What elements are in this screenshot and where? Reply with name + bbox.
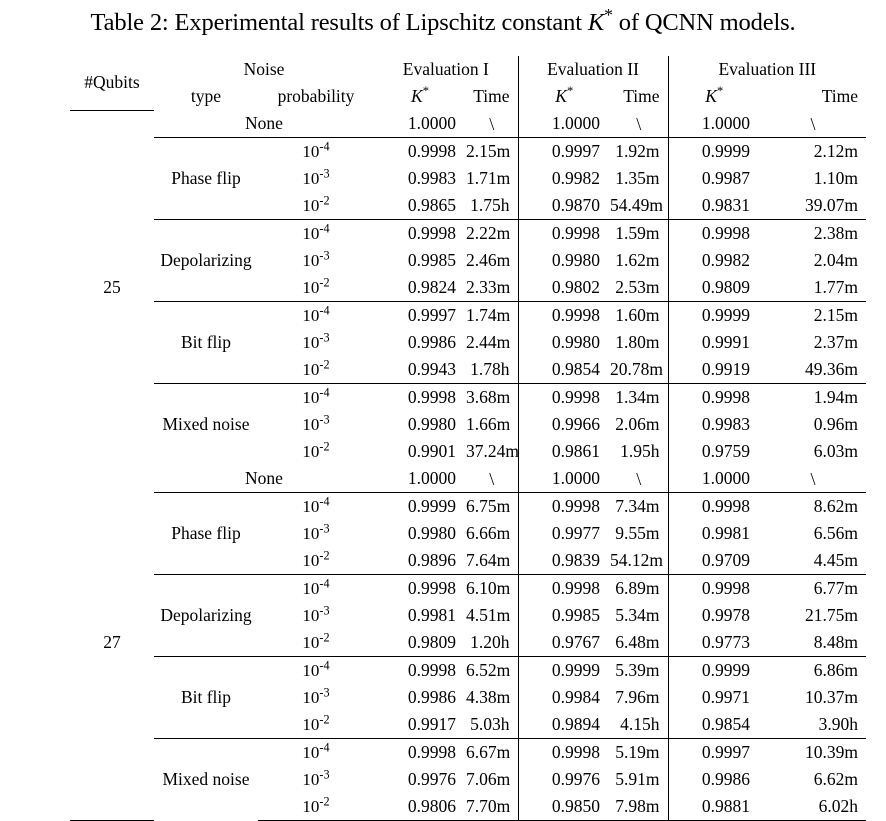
- table-row: [70, 220, 866, 248]
- time-value-eval2: 2.06m: [615, 413, 660, 434]
- header-time-2: Time: [623, 85, 660, 106]
- k-value-eval3: 0.9759: [668, 438, 760, 465]
- k-value-eval2: 0.9966: [518, 411, 610, 438]
- k-value-eval1: 0.9998: [374, 657, 466, 685]
- probability-cell: $10^{-2}$: [302, 439, 330, 461]
- k-value-eval2: 0.9998: [518, 220, 610, 248]
- probability-cell: $10^{-2}$: [302, 630, 330, 652]
- k-value-eval3: 0.9919: [668, 356, 760, 384]
- time-value-eval2: 1.92m: [610, 138, 668, 166]
- table-row: [70, 138, 866, 166]
- noise-none-label: None: [245, 112, 283, 133]
- time-value-eval3: \: [810, 113, 816, 134]
- header-time-3: Time: [821, 85, 859, 106]
- k-value-eval3: 1.0000: [668, 465, 760, 493]
- k-value-eval3: 0.9971: [668, 684, 760, 711]
- noise-type-cell: Depolarizing: [154, 220, 258, 302]
- caption-math-symbol: K*: [587, 4, 613, 36]
- header-row-sub: [70, 83, 866, 110]
- k-value-eval1: 0.9943: [407, 358, 457, 379]
- k-value-eval1: 0.9980: [407, 413, 457, 434]
- k-value-eval1: 0.9999: [374, 493, 466, 521]
- table-row-none: [70, 465, 866, 493]
- time-value-eval1: 6.75m: [466, 493, 518, 521]
- time-value-eval3: 10.37m: [805, 686, 859, 707]
- k-value-eval2: 0.9997: [518, 138, 610, 166]
- probability-cell: $10^{-3}$: [302, 603, 330, 625]
- time-value-eval1: 1.20h: [470, 631, 510, 652]
- k-value-eval1: 1.0000: [407, 467, 457, 488]
- time-value-eval2: 5.34m: [615, 604, 660, 625]
- time-value-eval1: 6.52m: [466, 657, 518, 685]
- noise-type-cell: Depolarizing: [154, 575, 258, 657]
- time-value-eval3: 6.03m: [813, 440, 859, 461]
- probability-cell: $10^{-4}$: [258, 220, 374, 248]
- probability-cell: $10^{-3}$: [302, 248, 330, 270]
- time-value-eval2: 6.48m: [615, 631, 660, 652]
- qubits-cell: 27: [70, 465, 154, 821]
- k-value-eval1: 0.9809: [407, 631, 457, 652]
- time-value-eval2: 2.53m: [615, 276, 660, 297]
- k-value-eval1: 0.9980: [407, 522, 457, 543]
- k-value-eval3: 0.9997: [668, 739, 760, 767]
- k-value-eval1: 1.0000: [407, 112, 457, 133]
- time-value-eval2: 1.35m: [615, 167, 660, 188]
- time-value-eval3: 1.77m: [813, 276, 859, 297]
- time-value-eval3: 6.77m: [760, 575, 866, 603]
- k-value-eval2: 0.9985: [518, 602, 610, 629]
- header-noise-probability: probability: [277, 85, 355, 106]
- k-value-eval2: 0.9767: [518, 629, 610, 657]
- time-value-eval3: 1.10m: [813, 167, 859, 188]
- k-value-eval1: 0.9865: [407, 194, 457, 215]
- results-table: [70, 56, 866, 821]
- time-value-eval3: 6.56m: [813, 522, 859, 543]
- k-value-eval2: 0.9998: [518, 384, 610, 412]
- k-value-eval3: 0.9773: [668, 629, 760, 657]
- k-value-eval3: 0.9998: [668, 220, 760, 248]
- k-value-eval1: 0.9917: [407, 713, 457, 734]
- time-value-eval2: 7.34m: [610, 493, 668, 521]
- time-value-eval3: 4.45m: [813, 549, 859, 570]
- k-value-eval3: 0.9998: [668, 384, 760, 412]
- probability-cell: $10^{-2}$: [302, 193, 330, 215]
- time-value-eval1: \: [489, 113, 495, 134]
- probability-cell: $10^{-3}$: [302, 767, 330, 789]
- k-value-eval2: 0.9998: [518, 575, 610, 603]
- header-noise-group: Noise: [243, 58, 285, 79]
- time-value-eval2: 7.96m: [615, 686, 660, 707]
- caption-suffix: of QCNN models.: [612, 9, 796, 36]
- time-value-eval3: 6.86m: [760, 657, 866, 685]
- k-value-eval3: 1.0000: [668, 110, 760, 138]
- time-value-eval1: 1.74m: [466, 302, 518, 330]
- k-value-eval2: 0.9894: [518, 711, 610, 739]
- k-value-eval3: 0.9987: [668, 165, 760, 192]
- table-body: [70, 110, 866, 821]
- header-qubits: #Qubits: [70, 56, 154, 110]
- k-value-eval2: 0.9976: [518, 766, 610, 793]
- k-value-eval2: 0.9839: [518, 547, 610, 575]
- probability-cell: $10^{-4}$: [258, 657, 374, 685]
- header-noise-type: type: [190, 85, 222, 106]
- k-value-eval3: 0.9831: [668, 192, 760, 220]
- k-value-eval2: 0.9984: [518, 684, 610, 711]
- time-value-eval2: 1.60m: [610, 302, 668, 330]
- header-evaluation-3: Evaluation III: [668, 56, 866, 83]
- k-value-eval3: 0.9998: [668, 575, 760, 603]
- probability-cell: $10^{-4}$: [258, 493, 374, 521]
- k-value-eval1: 0.9824: [407, 276, 457, 297]
- header-time-1: Time: [473, 85, 510, 106]
- k-value-eval2: 0.9850: [518, 793, 610, 821]
- probability-cell: $10^{-2}$: [258, 793, 374, 821]
- table-row: [70, 739, 866, 767]
- time-value-eval1: 7.06m: [466, 768, 511, 789]
- k-value-eval2: 1.0000: [518, 465, 610, 493]
- time-value-eval1: 1.66m: [466, 413, 511, 434]
- header-k-2: K*: [518, 83, 610, 110]
- time-value-eval1: 7.70m: [466, 793, 518, 821]
- time-value-eval2: \: [636, 468, 642, 489]
- probability-cell: $10^{-3}$: [302, 521, 330, 543]
- noise-type-cell: Phase flip: [154, 493, 258, 575]
- k-value-eval2: 0.9980: [518, 329, 610, 356]
- time-value-eval1: 4.38m: [466, 686, 511, 707]
- time-value-eval3: 6.02h: [760, 793, 866, 821]
- time-value-eval1: 2.33m: [466, 276, 511, 297]
- k-value-eval3: 0.9709: [668, 547, 760, 575]
- noise-type-cell: Mixed noise: [154, 739, 258, 821]
- time-value-eval1: 5.03h: [470, 713, 510, 734]
- time-value-eval1: 2.46m: [466, 249, 511, 270]
- time-value-eval1: 37.24m: [466, 440, 520, 461]
- k-value-eval3: 0.9983: [668, 411, 760, 438]
- table-row: [70, 384, 866, 412]
- time-value-eval2: 54.49m: [610, 194, 664, 215]
- table-row: [70, 657, 866, 685]
- table-head: [70, 56, 866, 110]
- k-value-eval3: 0.9854: [668, 711, 760, 739]
- probability-cell: $10^{-4}$: [258, 302, 374, 330]
- probability-cell: $10^{-2}$: [302, 548, 330, 570]
- noise-type-cell: Phase flip: [154, 138, 258, 220]
- time-value-eval2: 4.15h: [620, 713, 660, 734]
- k-value-eval2: 0.9982: [518, 165, 610, 192]
- time-value-eval3: 21.75m: [805, 604, 859, 625]
- k-value-eval2: 0.9980: [518, 247, 610, 274]
- k-value-eval3: 0.9999: [668, 657, 760, 685]
- k-value-eval1: 0.9981: [407, 604, 457, 625]
- time-value-eval3: 10.39m: [760, 739, 866, 767]
- time-value-eval2: 54.12m: [610, 549, 664, 570]
- time-value-eval2: 6.89m: [610, 575, 668, 603]
- k-value-eval2: 0.9998: [518, 493, 610, 521]
- k-value-eval3: 0.9981: [668, 520, 760, 547]
- time-value-eval3: 1.94m: [760, 384, 866, 412]
- time-value-eval3: 8.48m: [813, 631, 859, 652]
- time-value-eval2: 1.34m: [610, 384, 668, 412]
- table-row: [70, 575, 866, 603]
- qubits-cell: 25: [103, 277, 121, 297]
- header-row-top: [70, 56, 866, 83]
- k-value-eval2: 0.9999: [518, 657, 610, 685]
- k-value-eval3: 0.9998: [668, 493, 760, 521]
- k-value-eval3: 0.9881: [668, 793, 760, 821]
- k-value-eval1: 0.9998: [374, 384, 466, 412]
- time-value-eval2: 9.55m: [615, 522, 660, 543]
- k-value-eval1: 0.9998: [374, 220, 466, 248]
- time-value-eval1: 2.44m: [466, 331, 511, 352]
- time-value-eval1: 3.68m: [466, 384, 518, 412]
- time-value-eval3: 2.15m: [760, 302, 866, 330]
- probability-cell: $10^{-2}$: [302, 275, 330, 297]
- probability-cell: $10^{-3}$: [302, 166, 330, 188]
- time-value-eval2: 5.39m: [610, 657, 668, 685]
- noise-type-cell: Mixed noise: [154, 384, 258, 466]
- k-value-eval2: 1.0000: [518, 110, 610, 138]
- time-value-eval3: 39.07m: [805, 194, 859, 215]
- probability-cell: $10^{-4}$: [258, 138, 374, 166]
- k-value-eval1: 0.9983: [407, 167, 457, 188]
- k-value-eval2: 0.9861: [518, 438, 610, 465]
- time-value-eval2: 1.59m: [610, 220, 668, 248]
- time-value-eval1: \: [489, 468, 495, 489]
- time-value-eval3: 2.37m: [813, 331, 859, 352]
- k-value-eval2: 0.9802: [518, 274, 610, 302]
- probability-cell: $10^{-4}$: [258, 739, 374, 767]
- time-value-eval3: 0.96m: [813, 413, 859, 434]
- noise-type-cell: Bit flip: [154, 657, 258, 739]
- header-evaluation-2: Evaluation II: [518, 56, 668, 83]
- k-value-eval1: 0.9986: [407, 331, 457, 352]
- time-value-eval2: 1.62m: [615, 249, 660, 270]
- time-value-eval1: 6.66m: [466, 522, 511, 543]
- time-value-eval3: 6.62m: [813, 768, 859, 789]
- time-value-eval3: 2.04m: [813, 249, 859, 270]
- time-value-eval1: 6.67m: [466, 739, 518, 767]
- caption-prefix: Table 2: Experimental results of Lipschitz constant: [90, 9, 588, 36]
- k-value-eval3: 0.9982: [668, 247, 760, 274]
- k-value-eval1: 0.9896: [407, 549, 457, 570]
- time-value-eval1: 4.51m: [466, 604, 511, 625]
- probability-cell: $10^{-2}$: [302, 712, 330, 734]
- header-k-3: K*: [668, 83, 760, 110]
- k-value-eval1: 0.9998: [374, 739, 466, 767]
- k-value-eval2: 0.9977: [518, 520, 610, 547]
- k-value-eval1: 0.9976: [407, 768, 457, 789]
- k-value-eval2: 0.9870: [518, 192, 610, 220]
- time-value-eval3: 3.90h: [818, 713, 859, 734]
- k-value-eval3: 0.9809: [668, 274, 760, 302]
- probability-cell: $10^{-4}$: [258, 384, 374, 412]
- time-value-eval2: 5.19m: [610, 739, 668, 767]
- table-row-none: [70, 110, 866, 138]
- noise-none-label: None: [245, 467, 283, 488]
- k-value-eval1: 0.9998: [374, 138, 466, 166]
- table-row: [70, 493, 866, 521]
- time-value-eval1: 2.15m: [466, 138, 518, 166]
- time-value-eval1: 2.22m: [466, 220, 518, 248]
- noise-type-cell: Bit flip: [154, 302, 258, 384]
- time-value-eval3: 2.38m: [760, 220, 866, 248]
- time-value-eval2: 1.80m: [615, 331, 660, 352]
- k-value-eval3: 0.9978: [668, 602, 760, 629]
- k-value-eval1: 0.9997: [374, 302, 466, 330]
- time-value-eval1: 6.10m: [466, 575, 518, 603]
- time-value-eval1: 7.64m: [466, 549, 511, 570]
- table-caption: [0, 4, 886, 37]
- k-value-eval3: 0.9986: [668, 766, 760, 793]
- time-value-eval3: 8.62m: [760, 493, 866, 521]
- k-value-eval1: 0.9985: [407, 249, 457, 270]
- time-value-eval2: \: [636, 113, 642, 134]
- k-value-eval1: 0.9806: [374, 793, 466, 821]
- time-value-eval3: \: [810, 468, 816, 489]
- time-value-eval3: 49.36m: [805, 358, 859, 379]
- k-value-eval3: 0.9999: [668, 138, 760, 166]
- header-k-1: K*: [411, 83, 429, 106]
- k-value-eval1: 0.9986: [407, 686, 457, 707]
- k-value-eval1: 0.9901: [407, 440, 457, 461]
- k-value-eval2: 0.9998: [518, 302, 610, 330]
- probability-cell: $10^{-3}$: [302, 412, 330, 434]
- k-value-eval3: 0.9999: [668, 302, 760, 330]
- probability-cell: $10^{-3}$: [302, 685, 330, 707]
- probability-cell: $10^{-3}$: [302, 330, 330, 352]
- probability-cell: $10^{-2}$: [302, 357, 330, 379]
- k-value-eval2: 0.9854: [518, 356, 610, 384]
- probability-cell: $10^{-4}$: [258, 575, 374, 603]
- time-value-eval2: 7.98m: [610, 793, 668, 821]
- k-value-eval3: 0.9991: [668, 329, 760, 356]
- time-value-eval2: 5.91m: [615, 768, 660, 789]
- k-value-eval2: 0.9998: [518, 739, 610, 767]
- time-value-eval2: 1.95h: [620, 440, 660, 461]
- time-value-eval1: 1.71m: [466, 167, 511, 188]
- time-value-eval2: 20.78m: [610, 358, 664, 379]
- time-value-eval1: 1.75h: [470, 194, 510, 215]
- time-value-eval3: 2.12m: [760, 138, 866, 166]
- k-value-eval1: 0.9998: [374, 575, 466, 603]
- header-evaluation-1: Evaluation I: [402, 58, 489, 79]
- time-value-eval1: 1.78h: [470, 358, 510, 379]
- table-row: [70, 302, 866, 330]
